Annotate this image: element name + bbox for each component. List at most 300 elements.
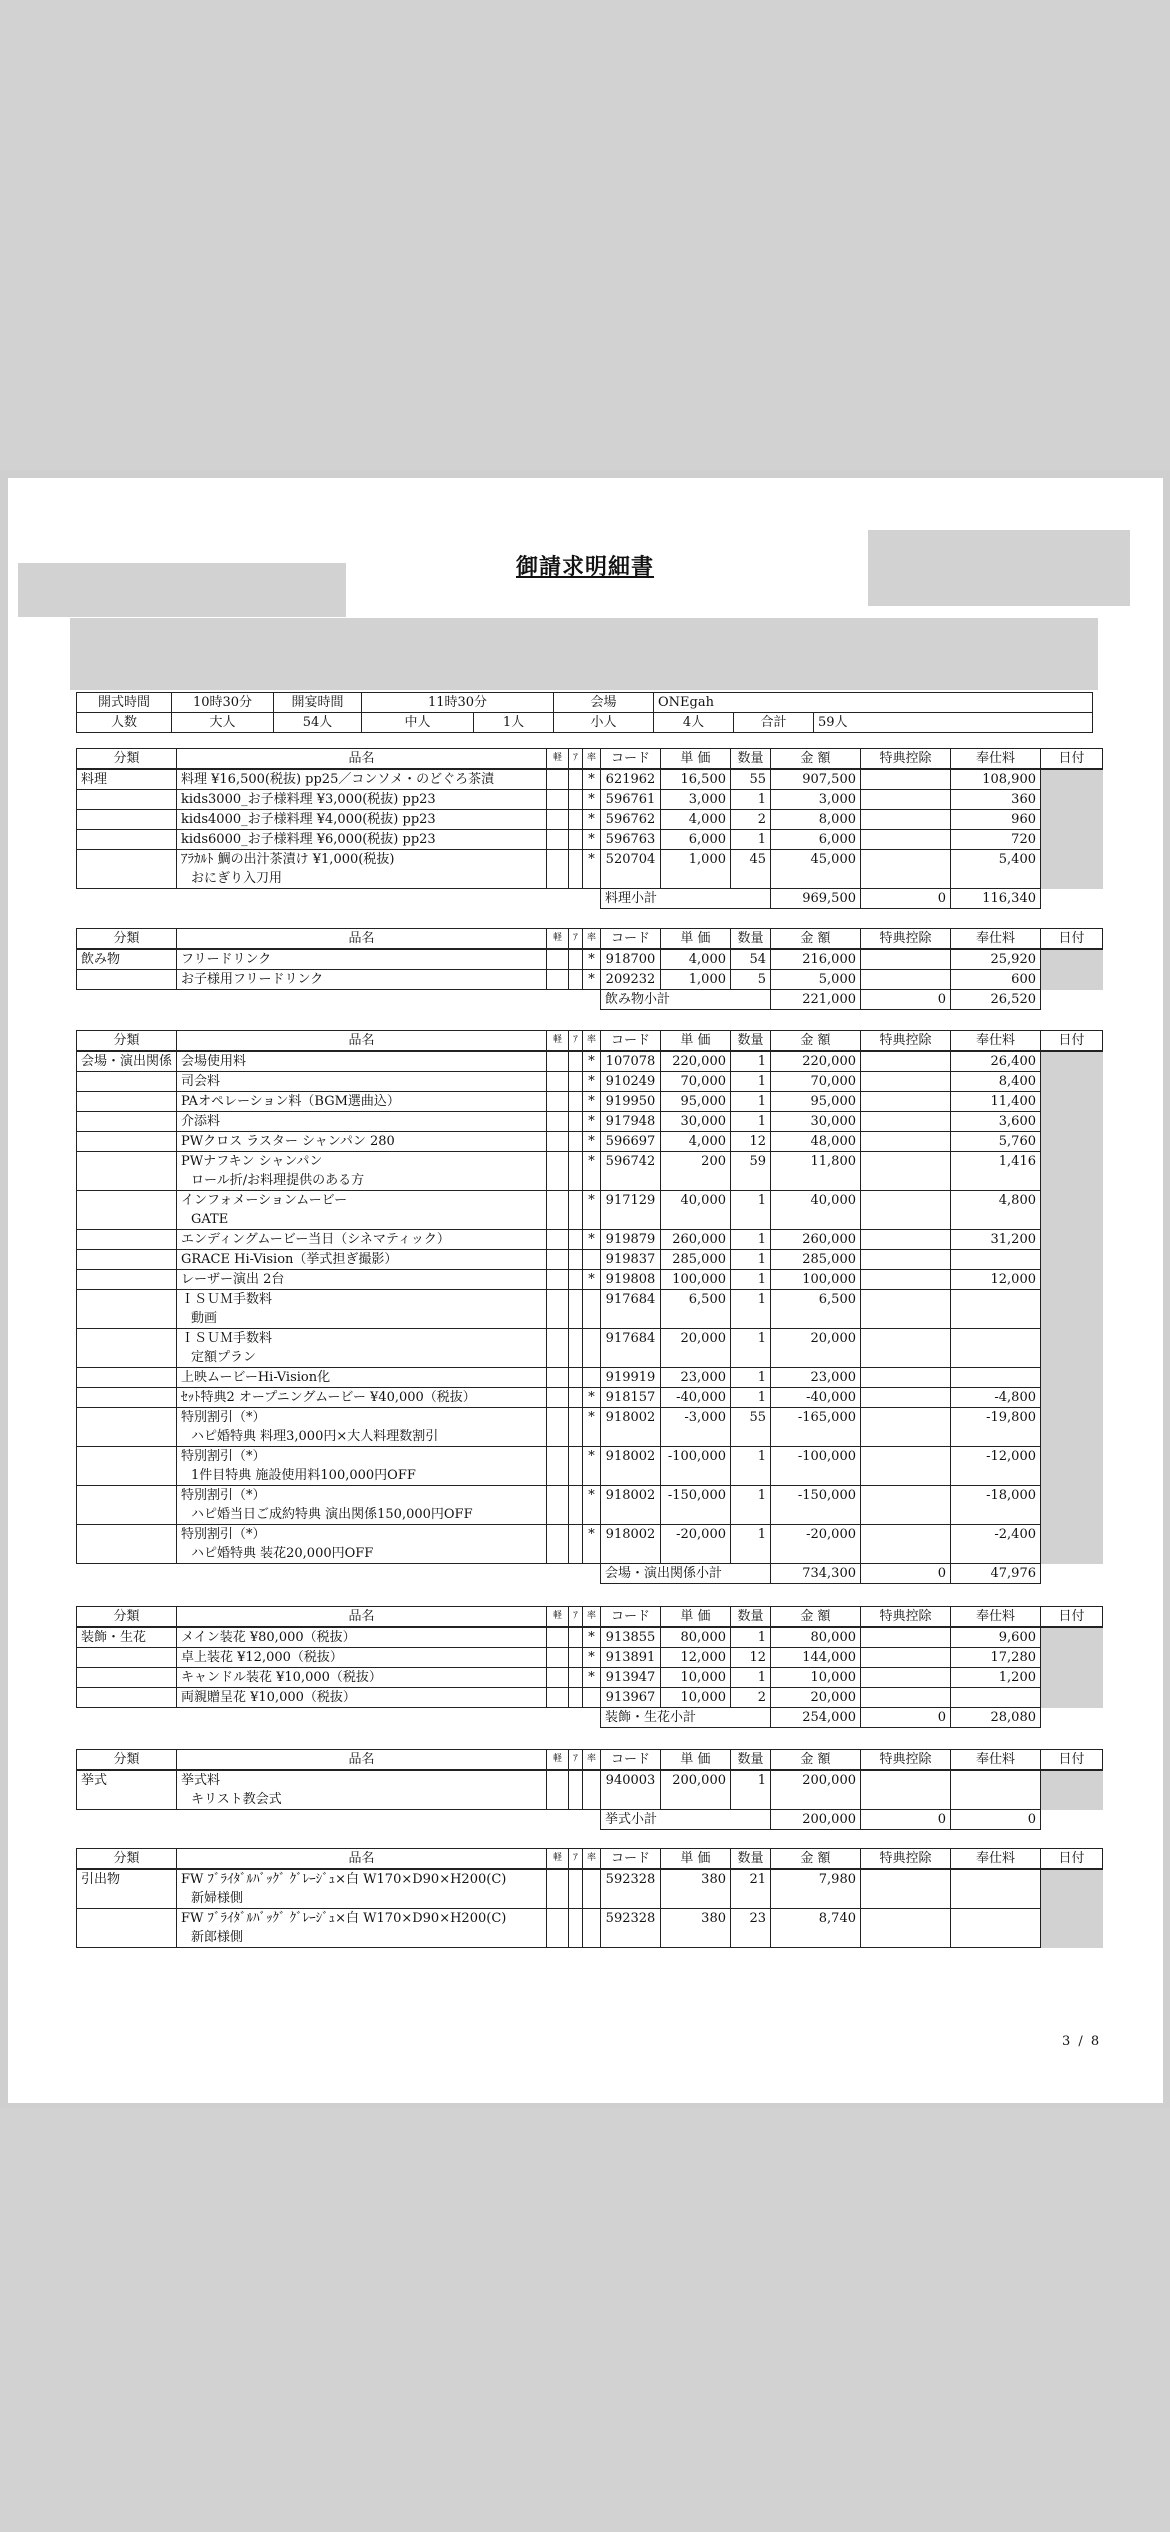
table-row	[77, 1051, 1103, 1072]
date-cell-redacted	[1041, 1368, 1103, 1388]
item-name-cell	[177, 1092, 547, 1112]
service-fee-cell: 360	[951, 790, 1041, 810]
info-value-adult: 54人	[274, 713, 362, 733]
light-tax-cell	[547, 810, 569, 830]
amount-cell: 10,000	[771, 1668, 861, 1688]
deduction-cell	[861, 1408, 951, 1447]
light-tax-cell	[547, 1290, 569, 1329]
redaction-top	[0, 0, 1170, 470]
unit-price-cell: 380	[661, 1909, 731, 1948]
date-cell-redacted	[1041, 830, 1103, 850]
amount-cell: 11,800	[771, 1152, 861, 1191]
a-cell	[569, 1486, 583, 1525]
date-cell-redacted	[1041, 1688, 1103, 1708]
column-header: 軽	[547, 1031, 569, 1052]
item-name-cell	[177, 1270, 547, 1290]
subtotal-spacer	[77, 1810, 601, 1830]
column-header: 奉仕料	[951, 749, 1041, 770]
quantity-cell: 1	[731, 1447, 771, 1486]
column-header: 単 価	[661, 929, 731, 950]
rate-mark-cell: *	[583, 1525, 601, 1564]
service-fee-cell: 11,400	[951, 1092, 1041, 1112]
column-header: 分類	[77, 1849, 177, 1870]
a-cell	[569, 1112, 583, 1132]
redaction-customer-info	[70, 618, 1098, 690]
light-tax-cell	[547, 1152, 569, 1191]
info-value-venue: ONEgah	[654, 693, 1093, 713]
unit-price-cell: 10,000	[661, 1688, 731, 1708]
deduction-cell	[861, 1368, 951, 1388]
item-name: PAオペレーション料（BGM選曲込）	[181, 1094, 400, 1109]
rate-mark-cell: *	[583, 949, 601, 970]
column-header: コード	[601, 1607, 661, 1628]
deduction-cell	[861, 1112, 951, 1132]
category-cell	[77, 1191, 177, 1230]
unit-price-cell: 220,000	[661, 1051, 731, 1072]
amount-cell: 907,500	[771, 769, 861, 790]
column-header: 軽	[547, 929, 569, 950]
column-header: ｱ	[569, 929, 583, 950]
quantity-cell: 2	[731, 1688, 771, 1708]
light-tax-cell	[547, 1869, 569, 1909]
amount-cell: 216,000	[771, 949, 861, 970]
amount-cell: 7,980	[771, 1869, 861, 1909]
code-cell: 917129	[601, 1191, 661, 1230]
code-cell: 209232	[601, 970, 661, 990]
table-row	[77, 1092, 1103, 1112]
column-header: 金 額	[771, 749, 861, 770]
light-tax-cell	[547, 790, 569, 810]
deduction-cell	[861, 810, 951, 830]
amount-cell: 144,000	[771, 1648, 861, 1668]
item-name: ｾｯﾄ特典2 オープニングムービー ¥40,000（税抜）	[181, 1390, 476, 1405]
deduction-cell	[861, 1329, 951, 1368]
item-name: 特別割引（*）	[181, 1527, 266, 1542]
column-header: 単 価	[661, 1849, 731, 1870]
subtotal-amount: 200,000	[771, 1810, 861, 1830]
item-name-cell	[177, 1132, 547, 1152]
service-fee-cell	[951, 1869, 1041, 1909]
item-name: お子様用フリードリンク	[181, 972, 324, 987]
light-tax-cell	[547, 1525, 569, 1564]
column-header: 数量	[731, 1607, 771, 1628]
quantity-cell: 1	[731, 1250, 771, 1270]
quantity-cell: 1	[731, 1072, 771, 1092]
light-tax-cell	[547, 970, 569, 990]
column-header: 軽	[547, 749, 569, 770]
service-fee-cell: -18,000	[951, 1486, 1041, 1525]
date-cell-redacted	[1041, 1486, 1103, 1525]
category-cell	[77, 1092, 177, 1112]
table-row	[77, 1072, 1103, 1092]
light-tax-cell	[547, 830, 569, 850]
date-cell-redacted	[1041, 1388, 1103, 1408]
page-number: 3 / 8	[1062, 2034, 1102, 2049]
code-cell: 596762	[601, 810, 661, 830]
item-name: 卓上装花 ¥12,000（税抜）	[181, 1650, 343, 1665]
quantity-cell: 1	[731, 1230, 771, 1250]
deduction-cell	[861, 1072, 951, 1092]
unit-price-cell: 70,000	[661, 1072, 731, 1092]
date-cell-redacted	[1041, 1408, 1103, 1447]
column-header: コード	[601, 929, 661, 950]
column-header: 分類	[77, 929, 177, 950]
deduction-cell	[861, 769, 951, 790]
table-row	[77, 1368, 1103, 1388]
subtotal-date-spacer	[1041, 1564, 1103, 1584]
section-table	[76, 1606, 1103, 1728]
rate-mark-cell: *	[583, 1112, 601, 1132]
column-header: 特典控除	[861, 749, 951, 770]
date-cell-redacted	[1041, 850, 1103, 889]
rate-mark-cell: *	[583, 1627, 601, 1648]
redaction-header-left	[18, 563, 346, 617]
rate-mark-cell	[583, 1250, 601, 1270]
quantity-cell: 45	[731, 850, 771, 889]
table-row	[77, 1447, 1103, 1486]
code-cell: 918002	[601, 1486, 661, 1525]
section-header-row	[77, 749, 1103, 770]
table-row	[77, 1668, 1103, 1688]
rate-mark-cell	[583, 1909, 601, 1948]
subtotal-label: 料理小計	[601, 889, 771, 909]
item-name: インフォメーションムービー	[181, 1193, 348, 1208]
category-cell: 引出物	[77, 1869, 177, 1909]
item-name-cell	[177, 1191, 547, 1230]
amount-cell: 80,000	[771, 1627, 861, 1648]
subtotal-service-fee: 26,520	[951, 990, 1041, 1010]
unit-price-cell: 1,000	[661, 970, 731, 990]
service-fee-cell: -2,400	[951, 1525, 1041, 1564]
column-header: ｱ	[569, 1031, 583, 1052]
unit-price-cell: -40,000	[661, 1388, 731, 1408]
column-header: 特典控除	[861, 1031, 951, 1052]
date-cell-redacted	[1041, 769, 1103, 790]
quantity-cell: 54	[731, 949, 771, 970]
rate-mark-cell: *	[583, 1668, 601, 1688]
item-name-cell	[177, 1627, 547, 1648]
rate-mark-cell: *	[583, 1270, 601, 1290]
date-cell-redacted	[1041, 1270, 1103, 1290]
light-tax-cell	[547, 850, 569, 889]
date-cell-redacted	[1041, 1447, 1103, 1486]
date-cell-redacted	[1041, 1132, 1103, 1152]
column-header: ｱ	[569, 749, 583, 770]
unit-price-cell: 3,000	[661, 790, 731, 810]
item-note: 新婦様側	[191, 1891, 244, 1906]
quantity-cell: 1	[731, 1388, 771, 1408]
amount-cell: 6,000	[771, 830, 861, 850]
code-cell: 919808	[601, 1270, 661, 1290]
date-cell-redacted	[1041, 1668, 1103, 1688]
a-cell	[569, 1250, 583, 1270]
code-cell: 919837	[601, 1250, 661, 1270]
light-tax-cell	[547, 1250, 569, 1270]
table-row	[77, 1869, 1103, 1909]
unit-price-cell: 4,000	[661, 810, 731, 830]
section-header-row	[77, 1031, 1103, 1052]
service-fee-cell: 600	[951, 970, 1041, 990]
category-cell: 挙式	[77, 1770, 177, 1810]
column-header: 単 価	[661, 1031, 731, 1052]
subtotal-row	[77, 1708, 1103, 1728]
a-cell	[569, 1688, 583, 1708]
unit-price-cell: 285,000	[661, 1250, 731, 1270]
item-name: キャンドル装花 ¥10,000（税抜）	[181, 1670, 382, 1685]
column-header: 率	[583, 1607, 601, 1628]
category-cell: 料理	[77, 769, 177, 790]
item-note: ロール折/お料理提供のある方	[191, 1173, 365, 1188]
subtotal-label: 飲み物小計	[601, 990, 771, 1010]
a-cell	[569, 1368, 583, 1388]
category-cell	[77, 1072, 177, 1092]
amount-cell: 3,000	[771, 790, 861, 810]
code-cell: 621962	[601, 769, 661, 790]
a-cell	[569, 1270, 583, 1290]
column-header: コード	[601, 749, 661, 770]
category-cell	[77, 1388, 177, 1408]
rate-mark-cell: *	[583, 830, 601, 850]
item-name-cell	[177, 1250, 547, 1270]
date-cell-redacted	[1041, 1250, 1103, 1270]
item-name: 特別割引（*）	[181, 1410, 266, 1425]
service-fee-cell: 3,600	[951, 1112, 1041, 1132]
light-tax-cell	[547, 1388, 569, 1408]
rate-mark-cell	[583, 1869, 601, 1909]
column-header: 特典控除	[861, 1607, 951, 1628]
rate-mark-cell	[583, 1368, 601, 1388]
item-name-cell	[177, 1329, 547, 1368]
section-header-row	[77, 1849, 1103, 1870]
redaction-bottom	[0, 2108, 1170, 2532]
amount-cell: 48,000	[771, 1132, 861, 1152]
deduction-cell	[861, 1092, 951, 1112]
quantity-cell: 21	[731, 1869, 771, 1909]
item-name-cell	[177, 1770, 547, 1810]
code-cell: 592328	[601, 1869, 661, 1909]
category-cell	[77, 1250, 177, 1270]
code-cell: 596763	[601, 830, 661, 850]
code-cell: 596697	[601, 1132, 661, 1152]
quantity-cell: 1	[731, 790, 771, 810]
deduction-cell	[861, 1250, 951, 1270]
item-note: 新郎様側	[191, 1930, 244, 1945]
info-value-total: 59人	[814, 713, 1093, 733]
deduction-cell	[861, 1869, 951, 1909]
subtotal-amount: 254,000	[771, 1708, 861, 1728]
light-tax-cell	[547, 1132, 569, 1152]
date-cell-redacted	[1041, 1072, 1103, 1092]
info-label-adult: 大人	[172, 713, 274, 733]
rate-mark-cell: *	[583, 1191, 601, 1230]
item-name: GRACE Hi-Vision（挙式担ぎ撮影）	[181, 1252, 398, 1267]
deduction-cell	[861, 850, 951, 889]
column-header: 軽	[547, 1607, 569, 1628]
item-name-cell	[177, 1486, 547, 1525]
table-row	[77, 1388, 1103, 1408]
quantity-cell: 1	[731, 1486, 771, 1525]
category-cell	[77, 1525, 177, 1564]
info-label-venue: 会場	[554, 693, 654, 713]
section-table	[76, 748, 1103, 909]
subtotal-date-spacer	[1041, 1810, 1103, 1830]
item-name-cell	[177, 949, 547, 970]
item-name-cell	[177, 810, 547, 830]
service-fee-cell	[951, 1770, 1041, 1810]
column-header: コード	[601, 1750, 661, 1771]
amount-cell: -100,000	[771, 1447, 861, 1486]
subtotal-row	[77, 1564, 1103, 1584]
subtotal-label: 挙式小計	[601, 1810, 771, 1830]
info-value-middle: 1人	[474, 713, 554, 733]
table-row	[77, 1648, 1103, 1668]
service-fee-cell	[951, 1688, 1041, 1708]
info-label-child: 小人	[554, 713, 654, 733]
rate-mark-cell	[583, 1290, 601, 1329]
a-cell	[569, 1329, 583, 1368]
category-cell	[77, 1909, 177, 1948]
code-cell: 918002	[601, 1408, 661, 1447]
item-name-cell	[177, 1051, 547, 1072]
rate-mark-cell: *	[583, 1648, 601, 1668]
item-name: 特別割引（*）	[181, 1488, 266, 1503]
code-cell: 918002	[601, 1447, 661, 1486]
item-name: 両親贈呈花 ¥10,000（税抜）	[181, 1690, 356, 1705]
light-tax-cell	[547, 1408, 569, 1447]
column-header: ｱ	[569, 1607, 583, 1628]
subtotal-amount: 969,500	[771, 889, 861, 909]
info-label-banquet: 開宴時間	[274, 693, 362, 713]
light-tax-cell	[547, 1191, 569, 1230]
category-cell	[77, 1648, 177, 1668]
date-cell-redacted	[1041, 1627, 1103, 1648]
table-row	[77, 769, 1103, 790]
a-cell	[569, 1092, 583, 1112]
table-row	[77, 1132, 1103, 1152]
item-name-cell	[177, 769, 547, 790]
date-cell-redacted	[1041, 1290, 1103, 1329]
subtotal-deduction: 0	[861, 990, 951, 1010]
subtotal-date-spacer	[1041, 1708, 1103, 1728]
rate-mark-cell: *	[583, 790, 601, 810]
redaction-header-right	[868, 530, 1130, 606]
a-cell	[569, 769, 583, 790]
quantity-cell: 1	[731, 1191, 771, 1230]
amount-cell: 8,740	[771, 1909, 861, 1948]
quantity-cell: 1	[731, 1092, 771, 1112]
service-fee-cell: 17,280	[951, 1648, 1041, 1668]
category-cell	[77, 1329, 177, 1368]
a-cell	[569, 1408, 583, 1447]
item-name: ｱﾗｶﾙﾄ 鯛の出汁茶漬け ¥1,000(税抜)	[181, 852, 395, 867]
date-cell-redacted	[1041, 1191, 1103, 1230]
deduction-cell	[861, 1648, 951, 1668]
service-fee-cell: 9,600	[951, 1627, 1041, 1648]
amount-cell: 6,500	[771, 1290, 861, 1329]
a-cell	[569, 790, 583, 810]
item-note: 定額プラン	[191, 1350, 257, 1365]
quantity-cell: 1	[731, 1270, 771, 1290]
column-header: 率	[583, 929, 601, 950]
unit-price-cell: 80,000	[661, 1627, 731, 1648]
amount-cell: 220,000	[771, 1051, 861, 1072]
code-cell: 913891	[601, 1648, 661, 1668]
item-name: 料理 ¥16,500(税抜) pp25／コンソメ・のどぐろ茶漬	[181, 772, 495, 787]
date-cell-redacted	[1041, 970, 1103, 990]
date-cell-redacted	[1041, 1152, 1103, 1191]
document-title: 御請求明細書	[516, 554, 655, 580]
item-name: 会場使用料	[181, 1054, 247, 1069]
subtotal-service-fee: 0	[951, 1810, 1041, 1830]
code-cell: 913855	[601, 1627, 661, 1648]
subtotal-row	[77, 990, 1103, 1010]
service-fee-cell	[951, 1368, 1041, 1388]
column-header: ｱ	[569, 1750, 583, 1771]
quantity-cell: 1	[731, 1112, 771, 1132]
service-fee-cell: 960	[951, 810, 1041, 830]
item-name: PWナフキン シャンパン	[181, 1154, 323, 1169]
service-fee-cell: 26,400	[951, 1051, 1041, 1072]
rate-mark-cell: *	[583, 1072, 601, 1092]
quantity-cell: 1	[731, 1668, 771, 1688]
item-name-cell	[177, 1072, 547, 1092]
unit-price-cell: -20,000	[661, 1525, 731, 1564]
unit-price-cell: 95,000	[661, 1092, 731, 1112]
info-value-child: 4人	[654, 713, 734, 733]
column-header: 奉仕料	[951, 1607, 1041, 1628]
item-note: ハピ婚当日ご成約特典 演出関係150,000円OFF	[191, 1507, 473, 1522]
category-cell	[77, 1132, 177, 1152]
light-tax-cell	[547, 1668, 569, 1688]
category-cell	[77, 970, 177, 990]
quantity-cell: 2	[731, 810, 771, 830]
light-tax-cell	[547, 1486, 569, 1525]
a-cell	[569, 1770, 583, 1810]
a-cell	[569, 1072, 583, 1092]
quantity-cell: 1	[731, 1525, 771, 1564]
column-header: 軽	[547, 1849, 569, 1870]
quantity-cell: 23	[731, 1909, 771, 1948]
a-cell	[569, 1648, 583, 1668]
column-header: 品名	[177, 1607, 547, 1628]
item-name: メイン装花 ¥80,000（税抜）	[181, 1630, 356, 1645]
section-header-row	[77, 1607, 1103, 1628]
column-header: コード	[601, 1031, 661, 1052]
unit-price-cell: 380	[661, 1869, 731, 1909]
category-cell	[77, 1688, 177, 1708]
column-header: 特典控除	[861, 1750, 951, 1771]
subtotal-date-spacer	[1041, 889, 1103, 909]
amount-cell: 20,000	[771, 1688, 861, 1708]
light-tax-cell	[547, 1092, 569, 1112]
table-row	[77, 810, 1103, 830]
quantity-cell: 1	[731, 830, 771, 850]
column-header: 日付	[1041, 1849, 1103, 1870]
column-header: 率	[583, 1750, 601, 1771]
code-cell: 919950	[601, 1092, 661, 1112]
service-fee-cell	[951, 1290, 1041, 1329]
category-cell	[77, 810, 177, 830]
table-row	[77, 830, 1103, 850]
light-tax-cell	[547, 1688, 569, 1708]
code-cell: 917684	[601, 1290, 661, 1329]
item-name-cell	[177, 1648, 547, 1668]
amount-cell: -20,000	[771, 1525, 861, 1564]
service-fee-cell: -4,800	[951, 1388, 1041, 1408]
item-name-cell	[177, 1290, 547, 1329]
item-name-cell	[177, 1668, 547, 1688]
service-fee-cell: 5,760	[951, 1132, 1041, 1152]
